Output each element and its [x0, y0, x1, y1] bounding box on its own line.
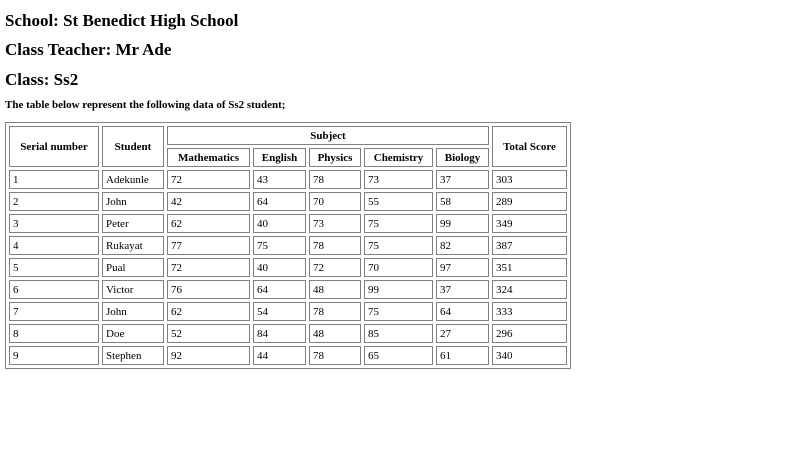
cell-physics: 78 [309, 170, 361, 189]
cell-biology: 37 [436, 280, 489, 299]
cell-serial-number: 9 [9, 346, 99, 365]
header-student: Student [102, 126, 164, 167]
cell-serial-number: 3 [9, 214, 99, 233]
table-row [9, 280, 567, 299]
table-body [9, 170, 567, 365]
cell-english: 84 [253, 324, 306, 343]
cell-student: Adekunle [102, 170, 164, 189]
cell-serial-number: 7 [9, 302, 99, 321]
cell-physics: 70 [309, 192, 361, 211]
cell-physics: 48 [309, 280, 361, 299]
cell-serial-number: 1 [9, 170, 99, 189]
table-row [9, 302, 567, 321]
cell-english: 54 [253, 302, 306, 321]
cell-mathematics: 42 [167, 192, 250, 211]
cell-student: Peter [102, 214, 164, 233]
cell-biology: 27 [436, 324, 489, 343]
cell-mathematics: 92 [167, 346, 250, 365]
cell-total-score: 289 [492, 192, 567, 211]
cell-chemistry: 75 [364, 236, 433, 255]
cell-total-score: 351 [492, 258, 567, 277]
cell-biology: 37 [436, 170, 489, 189]
header-physics: Physics [309, 148, 361, 167]
table-header [9, 126, 567, 167]
cell-student: Stephen [102, 346, 164, 365]
header-row-top [9, 126, 567, 145]
cell-biology: 97 [436, 258, 489, 277]
table-row [9, 324, 567, 343]
cell-student: John [102, 192, 164, 211]
cell-total-score: 387 [492, 236, 567, 255]
cell-total-score: 303 [492, 170, 567, 189]
table-row [9, 192, 567, 211]
header-english: English [253, 148, 306, 167]
cell-physics: 78 [309, 302, 361, 321]
cell-mathematics: 76 [167, 280, 250, 299]
cell-chemistry: 73 [364, 170, 433, 189]
table-row [9, 258, 567, 277]
cell-chemistry: 99 [364, 280, 433, 299]
cell-total-score: 333 [492, 302, 567, 321]
cell-mathematics: 72 [167, 170, 250, 189]
cell-physics: 78 [309, 346, 361, 365]
cell-student: Rukayat [102, 236, 164, 255]
cell-total-score: 340 [492, 346, 567, 365]
cell-mathematics: 52 [167, 324, 250, 343]
cell-serial-number: 5 [9, 258, 99, 277]
header-biology: Biology [436, 148, 489, 167]
cell-serial-number: 8 [9, 324, 99, 343]
cell-mathematics: 72 [167, 258, 250, 277]
cell-physics: 73 [309, 214, 361, 233]
cell-biology: 82 [436, 236, 489, 255]
header-total-score: Total Score [492, 126, 567, 167]
cell-mathematics: 77 [167, 236, 250, 255]
header-mathematics: Mathematics [167, 148, 250, 167]
class-heading: Class: Ss2 [5, 70, 79, 89]
cell-chemistry: 75 [364, 302, 433, 321]
cell-serial-number: 4 [9, 236, 99, 255]
cell-biology: 64 [436, 302, 489, 321]
table-row [9, 236, 567, 255]
cell-total-score: 349 [492, 214, 567, 233]
header-subject: Subject [167, 126, 489, 145]
cell-mathematics: 62 [167, 214, 250, 233]
cell-english: 75 [253, 236, 306, 255]
cell-biology: 58 [436, 192, 489, 211]
cell-english: 43 [253, 170, 306, 189]
cell-english: 40 [253, 258, 306, 277]
cell-serial-number: 6 [9, 280, 99, 299]
cell-chemistry: 65 [364, 346, 433, 365]
cell-total-score: 324 [492, 280, 567, 299]
cell-english: 64 [253, 280, 306, 299]
cell-serial-number: 2 [9, 192, 99, 211]
table-row [9, 346, 567, 365]
cell-student: Pual [102, 258, 164, 277]
school-heading: School: St Benedict High School [5, 11, 239, 30]
cell-student: Doe [102, 324, 164, 343]
cell-english: 44 [253, 346, 306, 365]
table-row [9, 170, 567, 189]
student-scores-table [5, 122, 571, 369]
header-serial-number: Serial number [9, 126, 99, 167]
cell-mathematics: 62 [167, 302, 250, 321]
cell-physics: 72 [309, 258, 361, 277]
cell-chemistry: 55 [364, 192, 433, 211]
cell-physics: 48 [309, 324, 361, 343]
cell-chemistry: 70 [364, 258, 433, 277]
cell-biology: 99 [436, 214, 489, 233]
cell-chemistry: 75 [364, 214, 433, 233]
cell-student: John [102, 302, 164, 321]
cell-biology: 61 [436, 346, 489, 365]
cell-chemistry: 85 [364, 324, 433, 343]
cell-english: 64 [253, 192, 306, 211]
table-row [9, 214, 567, 233]
class-teacher-heading: Class Teacher: Mr Ade [5, 40, 172, 59]
cell-total-score: 296 [492, 324, 567, 343]
cell-student: Victor [102, 280, 164, 299]
cell-physics: 78 [309, 236, 361, 255]
cell-english: 40 [253, 214, 306, 233]
header-chemistry: Chemistry [364, 148, 433, 167]
table-intro-text: The table below represent the following data of Ss2 student; [5, 99, 286, 111]
